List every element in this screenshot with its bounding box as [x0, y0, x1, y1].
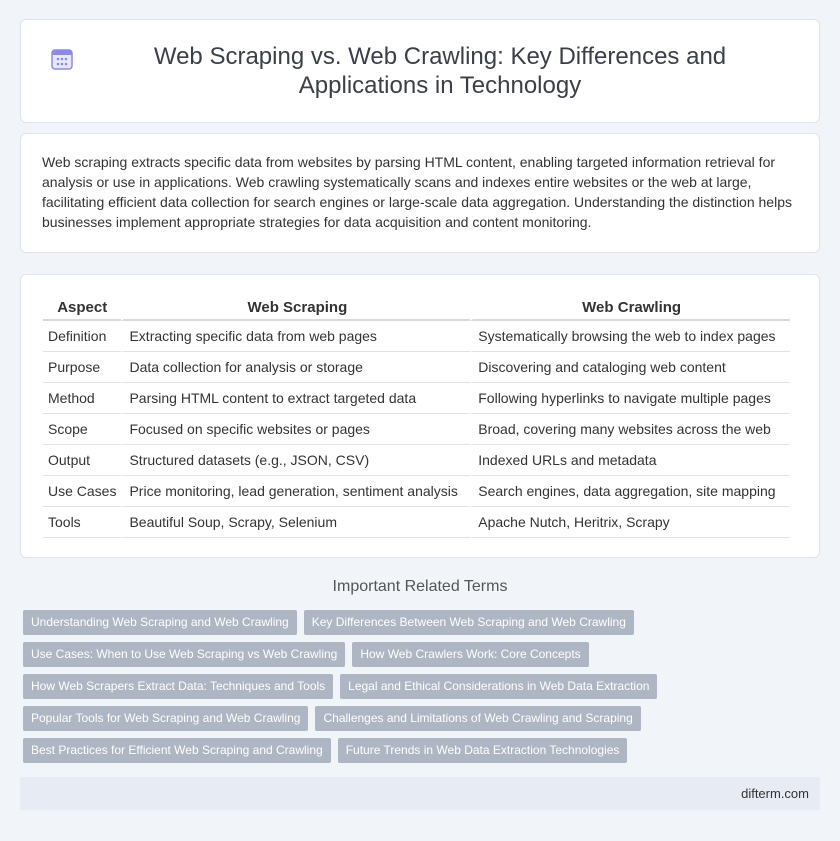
- related-term-tag[interactable]: Use Cases: When to Use Web Scraping vs Web Crawling: [23, 642, 345, 667]
- tag-row: [23, 610, 823, 642]
- footer: [20, 777, 820, 810]
- header-card: [20, 19, 820, 123]
- cell-web-scraping: Extracting specific data from web pages: [121, 321, 470, 352]
- related-term-tag[interactable]: Understanding Web Scraping and Web Crawling: [23, 610, 297, 635]
- cell-web-crawling: Broad, covering many websites across the web: [470, 414, 790, 445]
- cell-aspect: Scope: [43, 414, 121, 445]
- table-row: [43, 445, 790, 476]
- cell-web-crawling: Discovering and cataloging web content: [470, 352, 790, 383]
- table-row: [43, 352, 790, 383]
- footer-site: difterm.com: [741, 786, 809, 801]
- related-term-tag[interactable]: Popular Tools for Web Scraping and Web Crawling: [23, 706, 308, 731]
- related-term-tag[interactable]: Legal and Ethical Considerations in Web Data Extraction: [340, 674, 657, 699]
- comparison-card: [20, 274, 820, 558]
- cell-web-crawling: Search engines, data aggregation, site mapping: [470, 476, 790, 507]
- page-title: Web Scraping vs. Web Crawling: Key Differences and Applications in Technology: [153, 43, 727, 99]
- intro-card: [20, 133, 820, 253]
- table-header-row: [43, 295, 790, 321]
- comparison-table: [43, 295, 790, 538]
- table-row: [43, 476, 790, 507]
- tag-row: [23, 642, 823, 674]
- cell-aspect: Use Cases: [43, 476, 121, 507]
- cell-web-crawling: Apache Nutch, Heritrix, Scrapy: [470, 507, 790, 538]
- related-terms-title: Important Related Terms: [332, 578, 508, 595]
- cell-web-crawling: Following hyperlinks to navigate multiple pages: [470, 383, 790, 414]
- cell-web-crawling: Systematically browsing the web to index pages: [470, 321, 790, 352]
- cell-web-scraping: Focused on specific websites or pages: [121, 414, 470, 445]
- cell-web-scraping: Parsing HTML content to extract targeted data: [121, 383, 470, 414]
- table-row: [43, 507, 790, 538]
- table-row: [43, 383, 790, 414]
- cell-web-crawling: Indexed URLs and metadata: [470, 445, 790, 476]
- header-aspect: Aspect: [43, 295, 121, 321]
- cell-aspect: Tools: [43, 507, 121, 538]
- related-term-tag[interactable]: Challenges and Limitations of Web Crawling and Scraping: [315, 706, 640, 731]
- tag-row: [23, 738, 823, 770]
- header-web-crawling: Web Crawling: [470, 295, 790, 321]
- tag-row: [23, 674, 823, 706]
- cell-aspect: Method: [43, 383, 121, 414]
- cell-web-scraping: Beautiful Soup, Scrapy, Selenium: [121, 507, 470, 538]
- related-term-tag[interactable]: Best Practices for Efficient Web Scraping and Crawling: [23, 738, 331, 763]
- cell-web-scraping: Data collection for analysis or storage: [121, 352, 470, 383]
- related-term-tag[interactable]: How Web Scrapers Extract Data: Techniques and Tools: [23, 674, 333, 699]
- table-row: [43, 414, 790, 445]
- cell-aspect: Output: [43, 445, 121, 476]
- intro-paragraph: Web scraping extracts specific data from websites by parsing HTML content, enabling targeted information retrieval for analysis or use in applications. Web crawling systematically scans and indexes entire websites or the web at large, facilitating efficient data collection for search engines or large-scale data aggregation. Understanding the distinction helps businesses implement appropriate strategies for data acquisition and content monitoring.: [42, 154, 792, 230]
- cell-web-scraping: Price monitoring, lead generation, sentiment analysis: [121, 476, 470, 507]
- related-term-tag[interactable]: Future Trends in Web Data Extraction Technologies: [338, 738, 628, 763]
- cell-web-scraping: Structured datasets (e.g., JSON, CSV): [121, 445, 470, 476]
- related-term-tag[interactable]: How Web Crawlers Work: Core Concepts: [352, 642, 588, 667]
- header-web-scraping: Web Scraping: [121, 295, 470, 321]
- tag-row: [23, 706, 823, 738]
- related-term-tag[interactable]: Key Differences Between Web Scraping and Web Crawling: [304, 610, 634, 635]
- related-terms-list: [23, 610, 823, 770]
- cell-aspect: Purpose: [43, 352, 121, 383]
- table-row: [43, 321, 790, 352]
- cell-aspect: Definition: [43, 321, 121, 352]
